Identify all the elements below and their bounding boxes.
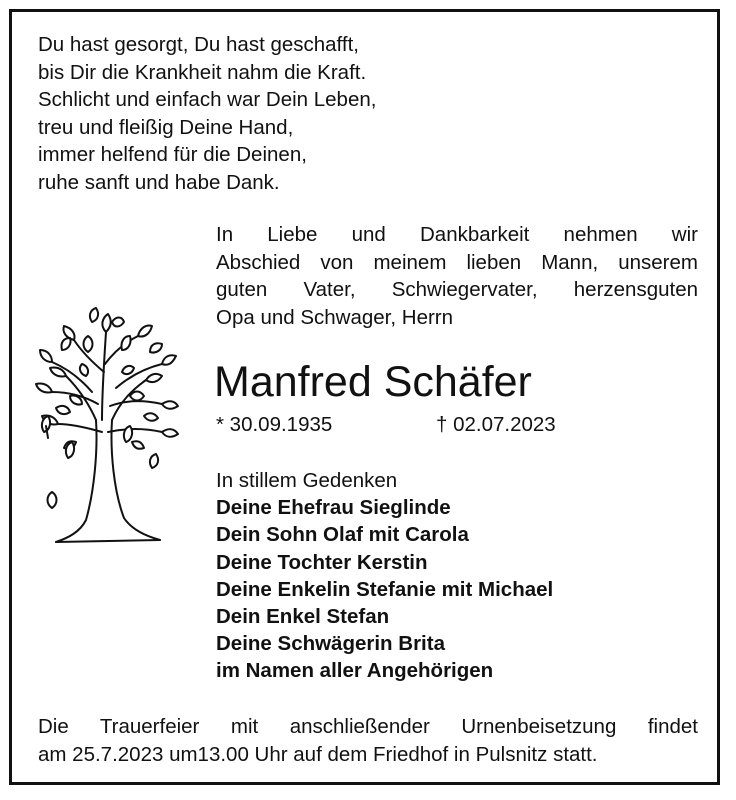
- mourner: im Namen aller Angehörigen: [216, 659, 494, 683]
- deceased-name: Manfred Schäfer: [214, 358, 532, 406]
- death-date: † 02.07.2023: [436, 413, 556, 436]
- intro-line: In Liebe und Dankbarkeit nehmen wir: [216, 223, 698, 246]
- mourners-list: [216, 467, 553, 685]
- intro-line: guten Vater, Schwiegervater, herzensguten: [216, 278, 698, 301]
- memorial-poem: [38, 31, 376, 196]
- mourners-intro: In stillem Gedenken: [216, 469, 398, 492]
- poem-line: immer helfend für die Deinen,: [38, 143, 307, 166]
- mourner: Deine Ehefrau Sieglinde: [216, 496, 451, 520]
- announcement-intro: [216, 221, 698, 331]
- mourner: Dein Sohn Olaf mit Carola: [216, 523, 469, 547]
- funeral-notice: [38, 713, 698, 768]
- poem-line: Du hast gesorgt, Du hast geschafft,: [38, 33, 359, 56]
- intro-line: Abschied von meinem lieben Mann, unserem: [216, 250, 698, 274]
- intro-line: Opa und Schwager, Herrn: [216, 305, 454, 329]
- poem-line: Schlicht und einfach war Dein Leben,: [38, 88, 377, 111]
- birth-date: * 30.09.1935: [216, 413, 333, 436]
- poem-line: bis Dir die Krankheit nahm die Kraft.: [38, 60, 367, 84]
- funeral-notice-line: Die Trauerfeier mit anschließender Urnenbeisetzung findet: [38, 715, 698, 738]
- funeral-notice-line: am 25.7.2023 um13.00 Uhr auf dem Friedhof in Pulsnitz statt.: [38, 742, 598, 766]
- mourner: Deine Tochter Kerstin: [216, 550, 428, 574]
- poem-line: treu und fleißig Deine Hand,: [38, 115, 294, 139]
- mourner: Deine Schwägerin Brita: [216, 632, 445, 656]
- mourner: Deine Enkelin Stefanie mit Michael: [216, 577, 554, 601]
- tree-with-falling-leaves-icon: [22, 292, 194, 550]
- poem-line: ruhe sanft und habe Dank.: [38, 170, 280, 194]
- mourner: Dein Enkel Stefan: [216, 605, 390, 629]
